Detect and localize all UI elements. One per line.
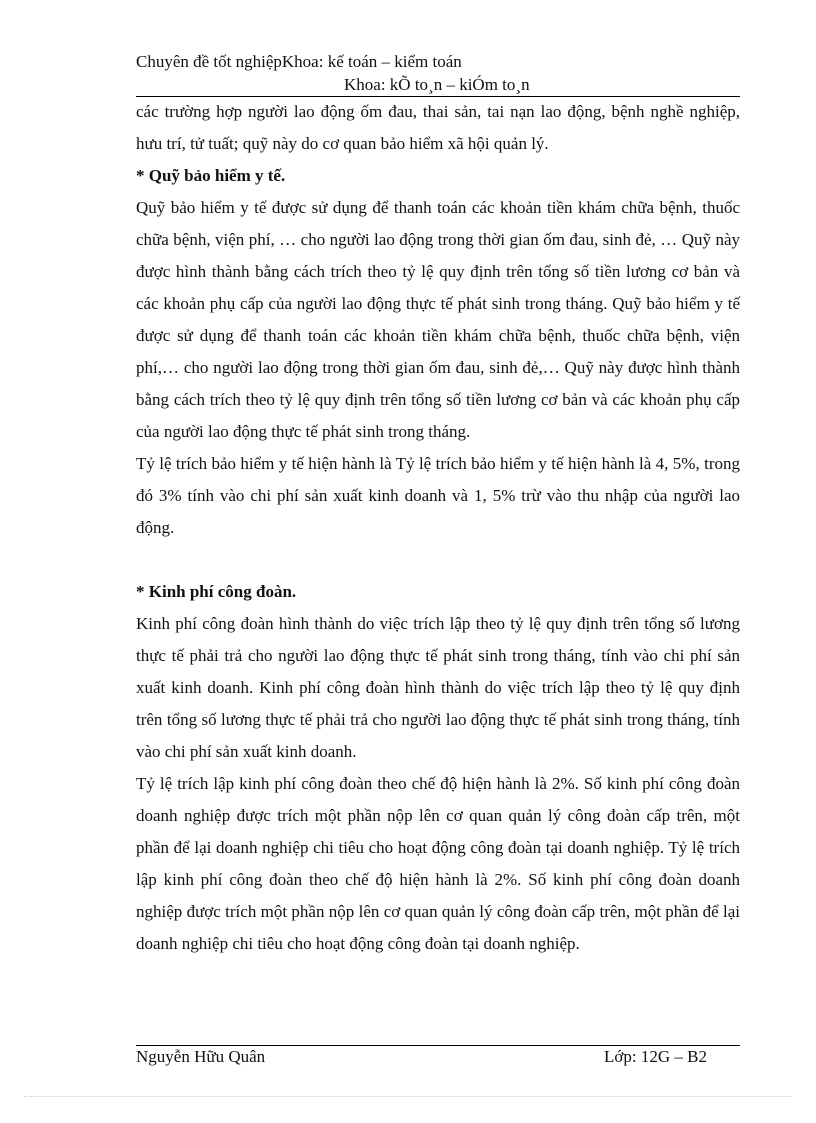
header-subtitle: Khoa: kÕ to¸n – kiÓm to¸n	[344, 75, 530, 94]
paragraph-gap	[136, 544, 740, 576]
paragraph-health-insurance: Quỹ bảo hiểm y tế được sử dụng để thanh toán các khoản tiền khám chữa bệnh, thuốc chữa bệnh, viện phí, … cho người lao động trong thời gian ốm đau, sinh đẻ, … Quỹ này được hình thành bằng cách trích theo tỷ lệ quy định trên tổng số tiền lương cơ bản và các khoản phụ cấp của người lao động thực tế phát sinh trong tháng. Quỹ bảo hiểm y tế được sử dụng để thanh toán các khoản tiền khám chữa bệnh, thuốc chữa bệnh, viện phí,… cho người lao động trong thời gian ốm đau, sinh đẻ,… Quỹ này được hình thành bằng cách trích theo tỷ lệ quy định trên tổng số tiền lương cơ bản và các khoản phụ cấp của người lao động thực tế phát sinh trong tháng.	[136, 198, 740, 441]
page-edge	[24, 1096, 792, 1097]
paragraph-union-fee: Kinh phí công đoàn hình thành do việc trích lập theo tỷ lệ quy định trên tổng số lương thực tế phải trả cho người lao động thực tế phát sinh trong tháng, tính vào chi phí sản xuất kinh doanh. Kinh phí công đoàn hình thành do việc trích lập theo tỷ lệ quy định trên tổng số lương thực tế phải trả cho người lao động thực tế phát sinh trong tháng, tính vào chi phí sản xuất kinh doanh.	[136, 614, 740, 761]
footer-class: Lớp: 12G – B2	[604, 1047, 707, 1066]
document-body	[136, 96, 740, 960]
paragraph-union-fee-rate: Tỷ lệ trích lập kinh phí công đoàn theo chế độ hiện hành là 2%. Số kinh phí công đoàn doanh nghiệp được trích một phần nộp lên cơ quan quản lý công đoàn cấp trên, một phần để lại doanh nghiệp chi tiêu cho hoạt động công đoàn tại doanh nghiệp. Tỷ lệ trích lập kinh phí công đoàn theo chế độ hiện hành là 2%. Số kinh phí công đoàn doanh nghiệp được trích một phần nộp lên cơ quan quản lý công đoàn cấp trên, một phần để lại doanh nghiệp chi tiêu cho hoạt động công đoàn tại doanh nghiệp.	[136, 774, 740, 953]
paragraph-social-insurance-end: các trường hợp người lao động ốm đau, thai sản, tai nạn lao động, bệnh nghề nghiệp, hưu trí, tử tuất; quỹ này do cơ quan bảo hiểm xã hội quản lý.	[136, 102, 740, 153]
footer-divider	[136, 1045, 740, 1046]
footer-author: Nguyễn Hữu Quân	[136, 1047, 266, 1066]
heading-union-fee: * Kinh phí công đoàn.	[136, 582, 297, 601]
header-title: Chuyên đề tốt nghiệpKhoa: kế toán – kiểm toán	[136, 52, 462, 71]
paragraph-health-insurance-rate: Tỷ lệ trích bảo hiểm y tế hiện hành là Tỷ lệ trích bảo hiểm y tế hiện hành là 4, 5%, trong đó 3% tính vào chi phí sản xuất kinh doanh và 1, 5% trừ vào thu nhập của người lao động.	[136, 454, 740, 537]
heading-health-insurance: * Quỹ bảo hiểm y tế.	[136, 166, 286, 185]
